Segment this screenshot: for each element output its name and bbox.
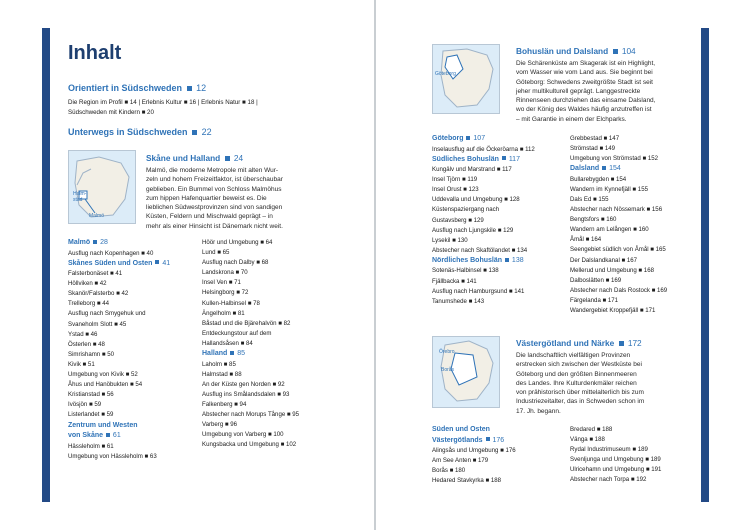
square-bullet-icon: [466, 136, 470, 140]
toc-item[interactable]: Am See Anten ■ 179: [432, 457, 489, 465]
toc-item[interactable]: Ausflug nach Hamburgsund ■ 141: [432, 287, 525, 295]
section-bohuslan-page: 104: [621, 46, 636, 56]
section-vastergotland-label: Västergötland und Närke: [516, 338, 615, 348]
toc-subheading-label: Nördliches Bohuslän: [432, 256, 503, 264]
section-skane-description: [146, 166, 351, 231]
toc-subheading[interactable]: [432, 256, 560, 267]
toc-item[interactable]: Wandergebiet Kroppefjäll ■ 171: [570, 307, 656, 314]
section-bohuslan-description: [516, 59, 692, 124]
toc-item[interactable]: Fjällbacka ■ 141: [432, 277, 477, 285]
toc-item[interactable]: Gustavsberg ■ 129: [432, 216, 484, 224]
toc-item[interactable]: Rydal Industrimuseum ■ 189: [570, 446, 648, 454]
heading-orientiert-page: 12: [196, 83, 207, 93]
toc-item[interactable]: Abstecher nach Skaftölandet ■ 134: [432, 246, 528, 254]
heading-unterwegs-page: 22: [201, 127, 212, 137]
toc-subheading-page: 138: [511, 256, 524, 264]
toc-item[interactable]: Seengebiet südlich von Åmål ■ 165: [570, 246, 666, 254]
toc-item[interactable]: Ivösjön ■ 59: [68, 401, 102, 409]
toc-list-right-col1: [432, 134, 560, 307]
map-label-bottom: Borås: [441, 367, 455, 373]
toc-item[interactable]: Tanumshede ■ 143: [432, 297, 485, 305]
toc-subheading-label: Göteborg: [432, 135, 464, 142]
page-title: Inhalt: [68, 42, 122, 64]
desc-line: Malmö, die moderne Metropole mit alten Wur-: [146, 167, 279, 174]
toc-item[interactable]: Insel Orust ■ 123: [432, 186, 479, 194]
map-vastergotland-icon: [433, 337, 499, 407]
toc-item[interactable]: Küstenspaziergang nach: [432, 206, 500, 214]
toc-item[interactable]: Varberg ■ 96: [202, 421, 238, 429]
section-vastergotland-title[interactable]: [516, 338, 642, 348]
toc-item[interactable]: Insel Tjörn ■ 119: [432, 176, 478, 184]
toc-item[interactable]: Landskrona ■ 70: [202, 269, 248, 277]
left-color-edge: [42, 28, 50, 502]
toc-subheading-label: Västergötlands: [432, 436, 483, 444]
heading-unterwegs-label: Unterwegs in Südschweden: [68, 127, 188, 137]
toc-subheading-page: 28: [100, 239, 108, 246]
toc-subheading-page: 154: [609, 165, 621, 173]
toc-list-left-col2: [202, 238, 352, 450]
toc-list-right-col3: [432, 425, 560, 486]
toc-item[interactable]: Alingsås und Umgebung ■ 176: [432, 447, 516, 454]
toc-item[interactable]: Mellerud und Umgebung ■ 168: [570, 266, 654, 274]
desc-line: Industriezeitalter, das in Schweden schon im: [516, 398, 645, 406]
desc-line: geblieben. Ein Bummel von Schloss Malmöhus: [146, 185, 282, 193]
orientiert-lines: [68, 98, 258, 118]
toc-subheading-label: Skånes Süden und Osten: [68, 259, 153, 267]
desc-line: Die Schärenküste am Skagerak ist ein Highlight,: [516, 60, 656, 67]
section-bohuslan-label: Bohuslän und Dalsland: [516, 46, 609, 56]
toc-item[interactable]: Ausflug nach Dalby ■ 68: [202, 259, 269, 267]
toc-subheading-page: 85: [237, 350, 245, 358]
map-bohuslan-icon: [433, 45, 499, 113]
toc-item[interactable]: Bullarebygden ■ 154: [570, 175, 627, 183]
toc-item[interactable]: Båstad und die Bjärehalvön ■ 82: [202, 319, 291, 327]
toc-item[interactable]: Kungälv und Marstrand ■ 117: [432, 166, 512, 174]
map-label-malmo: Malmö: [89, 213, 105, 219]
toc-subheading-page: 61: [112, 432, 121, 439]
toc-subheading[interactable]: [68, 238, 193, 249]
toc-subheading[interactable]: [202, 349, 352, 360]
toc-item[interactable]: Grebbestad ■ 147: [570, 135, 620, 142]
toc-list-right-col2: [570, 134, 698, 316]
toc-item[interactable]: Åhus und Hanöbukten ■ 54: [68, 381, 143, 389]
toc-item[interactable]: Strömstad ■ 149: [570, 145, 616, 153]
toc-list-right-col4: [570, 425, 698, 486]
square-bullet-icon: [93, 240, 97, 244]
toc-item[interactable]: Dals Ed ■ 155: [570, 195, 609, 203]
toc-subheading-label: Zentrum und Westen: [68, 421, 138, 429]
section-skane-label: Skåne und Halland: [146, 153, 221, 163]
toc-item[interactable]: Bredared ■ 188: [570, 426, 613, 433]
square-bullet-icon: [187, 86, 192, 91]
desc-line: von prähistorisch über mittelalterlich bis zum: [516, 389, 644, 397]
right-color-edge: [701, 28, 709, 502]
toc-subheading[interactable]: [432, 425, 560, 436]
desc-line: jeher multikulturell geprägt. Langgestreckte: [516, 87, 641, 95]
square-bullet-icon: [192, 130, 197, 135]
desc-line: Göteborg: Schwedens zweitgrößte Stadt ist seit: [516, 78, 653, 86]
toc-item[interactable]: Lysekil ■ 130: [432, 236, 468, 244]
desc-line: zum hippen Hafenquartier beweist es. Die: [146, 194, 267, 202]
toc-subheading[interactable]: [68, 431, 193, 442]
toc-item[interactable]: Hedared Stavkyrka ■ 188: [432, 477, 502, 485]
toc-subheading-label: Halland: [202, 350, 228, 358]
toc-item[interactable]: Hallandsåsen ■ 84: [202, 339, 253, 347]
toc-item[interactable]: Åmål ■ 164: [570, 236, 602, 244]
square-bullet-icon: [230, 351, 234, 355]
desc-line: Küsten, Feldern und Mischwald geprägt – in: [146, 213, 273, 221]
desc-line: wo der König des Waldes häufig anzutreffen ist: [516, 106, 652, 114]
toc-subheading-page: 176: [492, 436, 505, 444]
toc-subheading[interactable]: [432, 436, 560, 447]
toc-item[interactable]: Simrishamn ■ 50: [68, 350, 115, 358]
toc-item[interactable]: Ausflug nach Ljungskile ■ 129: [432, 226, 514, 234]
toc-item[interactable]: Svenljunga und Umgebung ■ 189: [570, 456, 661, 464]
heading-unterwegs[interactable]: [68, 127, 212, 137]
orientiert-line-1: Die Region im Profil ■ 14 | Erlebnis Kultur ■ 16 | Erlebnis Natur ■ 18 |: [68, 99, 258, 106]
map-skane-icon: [69, 151, 135, 223]
toc-item[interactable]: Helsingborg ■ 72: [202, 289, 249, 297]
map-label-top: Örebro: [439, 349, 455, 355]
toc-item[interactable]: Umgebung von Kivik ■ 52: [68, 371, 138, 379]
toc-item[interactable]: Kristianstad ■ 56: [68, 391, 114, 399]
toc-subheading[interactable]: [570, 164, 698, 175]
spine-gutter: [374, 0, 376, 530]
toc-subheading-label: Malmö: [68, 239, 91, 246]
map-label-stad: stad: [73, 197, 83, 203]
square-bullet-icon: [155, 260, 159, 264]
toc-item[interactable]: Abstecher nach Torpa ■ 192: [570, 476, 647, 484]
toc-item[interactable]: Der Dalslandkanal ■ 167: [570, 256, 638, 264]
toc-item[interactable]: Vänga ■ 188: [570, 436, 605, 444]
heading-orientiert-label: Orientiert in Südschweden: [68, 83, 183, 93]
desc-line: mehr als einer Hinsicht ist Dänemark nicht weit.: [146, 222, 283, 230]
toc-subheading-page: 41: [162, 259, 171, 267]
section-vastergotland-description: [516, 351, 692, 416]
toc-subheading-label: Südliches Bohuslän: [432, 155, 499, 163]
square-bullet-icon: [619, 341, 624, 346]
desc-line: zeln und hohem Freizeitfaktor, ist überschaubar: [146, 176, 283, 184]
toc-item[interactable]: Abstecher nach Nössemark ■ 156: [570, 206, 663, 214]
toc-item[interactable]: Halmstad ■ 88: [202, 370, 242, 378]
heading-orientiert[interactable]: [68, 83, 206, 93]
toc-item[interactable]: Falsterbonäset ■ 41: [68, 270, 123, 278]
toc-item[interactable]: Kungsbacka und Umgebung ■ 102: [202, 441, 297, 449]
toc-item[interactable]: Umgebung von Varberg ■ 100: [202, 431, 284, 439]
desc-line: – mit Garantie in einem der Elchparks.: [516, 115, 627, 123]
map-label-goteborg: Göteborg: [435, 71, 456, 77]
desc-line: erstrecken sich zwischen der Westküste bei: [516, 361, 642, 369]
square-bullet-icon: [502, 156, 506, 160]
toc-item[interactable]: Ausflug nach Smygehuk und: [68, 310, 146, 318]
section-vastergotland-page: 172: [627, 338, 642, 348]
toc-item[interactable]: Skanör/Falsterbo ■ 42: [68, 290, 129, 298]
toc-item[interactable]: Falkenberg ■ 94: [202, 400, 247, 408]
toc-subheading[interactable]: [432, 155, 560, 166]
toc-item[interactable]: Ausflug ins Smålandsdalen ■ 93: [202, 390, 290, 398]
toc-item[interactable]: Kivik ■ 51: [68, 360, 95, 368]
square-bullet-icon: [505, 258, 509, 262]
toc-list-left-col1: [68, 238, 193, 462]
toc-item[interactable]: Wandern am Lelången ■ 160: [570, 226, 649, 234]
toc-item[interactable]: Färgelanda ■ 171: [570, 296, 619, 304]
desc-line: Rinnenseen durchziehen das einsame Dalsland,: [516, 97, 656, 105]
toc-subheading-label: Dalsland: [570, 165, 600, 173]
toc-item[interactable]: Hässleholm ■ 61: [68, 442, 114, 450]
toc-item[interactable]: Insel Ven ■ 71: [202, 279, 241, 287]
desc-line: Die landschaftlich vielfältigen Provinzen: [516, 352, 631, 359]
desc-line: vom Wasser wie vom Land aus. Sie beginnt bei: [516, 69, 653, 77]
toc-item[interactable]: Listerlandet ■ 59: [68, 411, 114, 419]
desc-line: lieblichen Südwestprovinzen sind von sandigen: [146, 204, 283, 212]
map-label-halmstad: Halm-: [73, 191, 87, 197]
toc-item[interactable]: Bengtsfors ■ 160: [570, 216, 617, 224]
toc-item[interactable]: Entdeckungstour auf dem: [202, 329, 272, 337]
square-bullet-icon: [106, 433, 110, 437]
orientiert-line-2: Südschweden mit Kindern ■ 20: [68, 109, 154, 116]
toc-item[interactable]: Ängelholm ■ 81: [202, 309, 245, 317]
toc-item[interactable]: Höör und Umgebung ■ 64: [202, 239, 273, 246]
toc-item[interactable]: Ausflug nach Kopenhagen ■ 40: [68, 249, 154, 257]
square-bullet-icon: [225, 156, 230, 161]
toc-item[interactable]: Sotenäs-Halbinsel ■ 138: [432, 267, 499, 275]
map-thumbnail-skane[interactable]: [68, 150, 136, 224]
toc-item[interactable]: Borås ■ 180: [432, 467, 466, 475]
square-bullet-icon: [602, 166, 606, 170]
toc-subheading[interactable]: [432, 134, 560, 145]
toc-item[interactable]: Abstecher nach Dals Rostock ■ 169: [570, 286, 668, 294]
toc-item[interactable]: Dalboslätten ■ 169: [570, 276, 622, 284]
toc-item[interactable]: Abstecher nach Morups Tånge ■ 95: [202, 411, 300, 418]
section-bohuslan-title[interactable]: [516, 46, 636, 56]
desc-line: des Landes. Ihre Kulturdenkmäler reichen: [516, 379, 637, 387]
toc-item[interactable]: Ystad ■ 46: [68, 330, 98, 338]
toc-subheading[interactable]: [68, 259, 193, 270]
desc-line: 17. Jh. begann.: [516, 407, 561, 415]
toc-item[interactable]: Umgebung von Hässleholm ■ 63: [68, 452, 157, 460]
section-skane-title[interactable]: [146, 153, 243, 163]
square-bullet-icon: [613, 49, 618, 54]
map-thumbnail-bohuslan[interactable]: [432, 44, 500, 114]
square-bullet-icon: [486, 437, 490, 441]
desc-line: Göteborg und den größten Binnenmeeren: [516, 370, 637, 378]
section-skane-page: 24: [233, 153, 244, 163]
toc-item[interactable]: Höllviken ■ 42: [68, 280, 107, 288]
toc-item[interactable]: Svaneholm Slott ■ 45: [68, 320, 127, 328]
toc-subheading-label: Süden und Osten: [432, 426, 490, 433]
toc-item[interactable]: Uddevalla und Umgebung ■ 128: [432, 196, 520, 204]
toc-item[interactable]: Umgebung von Strömstad ■ 152: [570, 155, 659, 163]
toc-subheading-label: von Skåne: [68, 432, 104, 439]
toc-item[interactable]: Ulricehamn und Umgebung ■ 191: [570, 466, 662, 474]
toc-item[interactable]: An der Küste gen Norden ■ 92: [202, 380, 285, 388]
map-thumbnail-vastergotland[interactable]: [432, 336, 500, 408]
toc-item[interactable]: Lund ■ 65: [202, 249, 230, 257]
toc-subheading[interactable]: [68, 421, 193, 432]
toc-item[interactable]: Österlen ■ 48: [68, 340, 105, 348]
toc-item[interactable]: Wandern im Kynnefjäll ■ 155: [570, 185, 648, 193]
toc-item[interactable]: Trelleborg ■ 44: [68, 300, 110, 308]
toc-subheading-page: 117: [508, 155, 520, 163]
toc-subheading-page: 107: [473, 135, 486, 142]
toc-item[interactable]: Kullen-Halbinsel ■ 78: [202, 299, 260, 307]
toc-item[interactable]: Laholm ■ 85: [202, 360, 236, 368]
toc-item[interactable]: Inselausflug auf die Öckeröarna ■ 112: [432, 145, 535, 153]
